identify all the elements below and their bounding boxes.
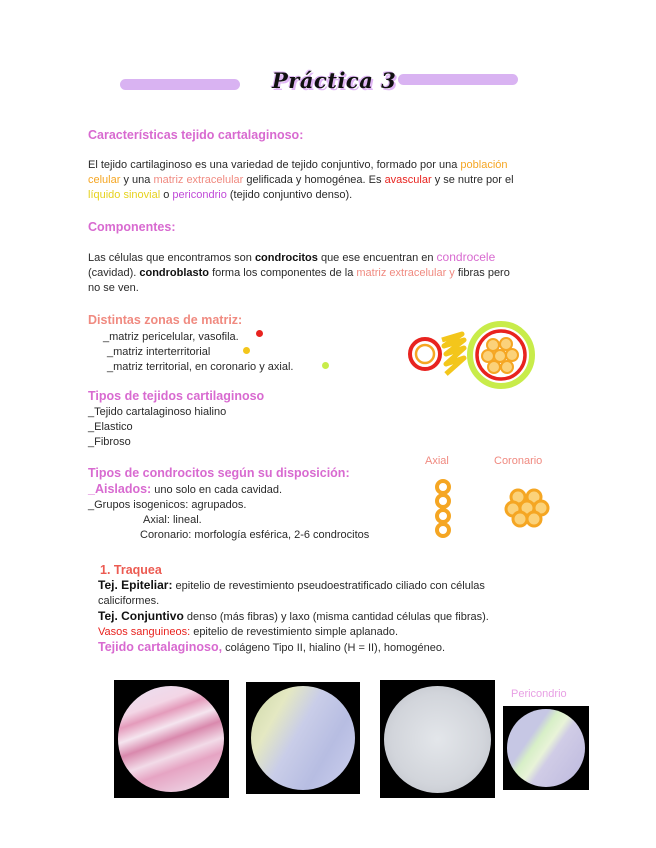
sec2-t4: condrocele: [436, 250, 496, 264]
coronario-chondrocytes-drawing: [503, 486, 553, 528]
sec1-t11: pericondrio: [172, 189, 227, 201]
sec3-heading: Distintas zonas de matriz:: [88, 313, 243, 327]
yellow-dot-icon: [243, 347, 250, 354]
sec6-vasos-text: epitelio de revestimiento simple aplanado.: [190, 626, 399, 638]
sec5-heading: Tipos de condrocitos según su disposición:: [88, 466, 350, 480]
sec1-t1: El tejido cartilaginoso es una variedad de tejido conjuntivo, formado por una: [88, 159, 461, 171]
micrograph-3: [380, 680, 495, 798]
sec2-t8: matriz extracelular y: [356, 267, 455, 279]
sec5-coronario: Coronario: morfología esférica, 2-6 condrocitos: [140, 529, 370, 541]
sec6-epitelial-text: epitelio de revestimiento pseudoestratificado ciliado con células: [172, 580, 485, 592]
sec2-t10: no se ven.: [88, 282, 139, 294]
title-highlight-right: [398, 74, 518, 85]
sec1-paragraph: [88, 158, 568, 203]
sec6-vasos-label: Vasos sanguineos:: [98, 626, 191, 638]
sec2-t5: (cavidad).: [88, 267, 140, 279]
sec6-cart-label: Tejido cartalaginoso,: [98, 640, 223, 654]
sec3-item-1: _matriz interterritorial: [107, 346, 211, 358]
page-title: Práctica 3: [272, 68, 397, 93]
sec4-list: [88, 405, 226, 450]
sec2-t7: forma los componentes de la: [209, 267, 357, 279]
red-dot-icon: [256, 330, 263, 337]
coronario-label: Coronario: [494, 455, 543, 467]
sec6-cart-text: colágeno Tipo II, hialino (H = II), homogéneo.: [222, 642, 445, 654]
sec4-heading: Tipos de tejidos cartilaginoso: [88, 389, 265, 403]
sec3-item-2: _matriz territorial, en coronario y axial.: [107, 361, 294, 373]
sec2-t6: condroblasto: [139, 267, 210, 279]
sec5-grupos: _Grupos isogenicos: agrupados.: [88, 499, 247, 511]
sec6-body: [98, 578, 568, 656]
sec6-epitelial-label: Tej. Epiteliar:: [98, 578, 173, 592]
sec1-t4: y una: [120, 174, 154, 186]
micrograph-2: [246, 682, 360, 794]
pericondrio-label: Pericondrio: [511, 688, 567, 700]
sec1-t10: o: [160, 189, 173, 201]
sec6-conjuntivo-text: denso (más fibras) y laxo (misma cantidad células que fibras).: [183, 611, 489, 623]
sec1-t3: celular: [88, 174, 121, 186]
sec1-t6: gelificada y homogénea. Es: [243, 174, 385, 186]
sec5-aislados-label: _Aislados:: [88, 482, 152, 496]
sec5-aislados-text: uno solo en cada cavidad.: [151, 484, 283, 496]
sec1-t9: líquido sinovial: [88, 189, 161, 201]
axial-chondrocytes-drawing: [430, 478, 456, 540]
sec2-t9: fibras pero: [454, 267, 510, 279]
axial-label: Axial: [425, 455, 449, 467]
sec5-axial: Axial: lineal.: [143, 514, 202, 526]
sec3-list: [103, 330, 293, 375]
sec3-item-0: _matriz pericelular, vasofila.: [103, 331, 239, 343]
sec2-t2: condrocitos: [254, 252, 318, 264]
sec2-heading: Componentes:: [88, 220, 176, 234]
sec1-t2: población: [460, 159, 508, 171]
sec4-item-2: _Fibroso: [88, 436, 131, 448]
sec2-paragraph: [88, 250, 568, 296]
micrograph-4: [503, 706, 589, 790]
matrix-zones-drawing: [400, 318, 550, 393]
sec1-t7: avascular: [384, 174, 432, 186]
micrograph-1: [114, 680, 229, 798]
green-dot-icon: [322, 362, 329, 369]
sec4-item-0: _Tejido cartalaginoso hialino: [88, 406, 227, 418]
sec1-t5: matriz extracelular: [153, 174, 244, 186]
sec6-epitelial-text2: caliciformes.: [98, 595, 160, 607]
sec2-t1: Las células que encontramos son: [88, 252, 255, 264]
sec1-t8: y se nutre por el: [431, 174, 514, 186]
sec1-heading: Características tejido cartalaginoso:: [88, 128, 304, 142]
sec6-heading: 1. Traquea: [100, 563, 162, 577]
title-highlight-left: [120, 79, 240, 90]
sec1-t12: (tejido conjuntivo denso).: [226, 189, 353, 201]
sec2-t3: que ese encuentran en: [317, 252, 437, 264]
sec5-body: [88, 482, 408, 543]
sec4-item-1: _Elastico: [88, 421, 133, 433]
sec6-conjuntivo-label: Tej. Conjuntivo: [98, 609, 184, 623]
